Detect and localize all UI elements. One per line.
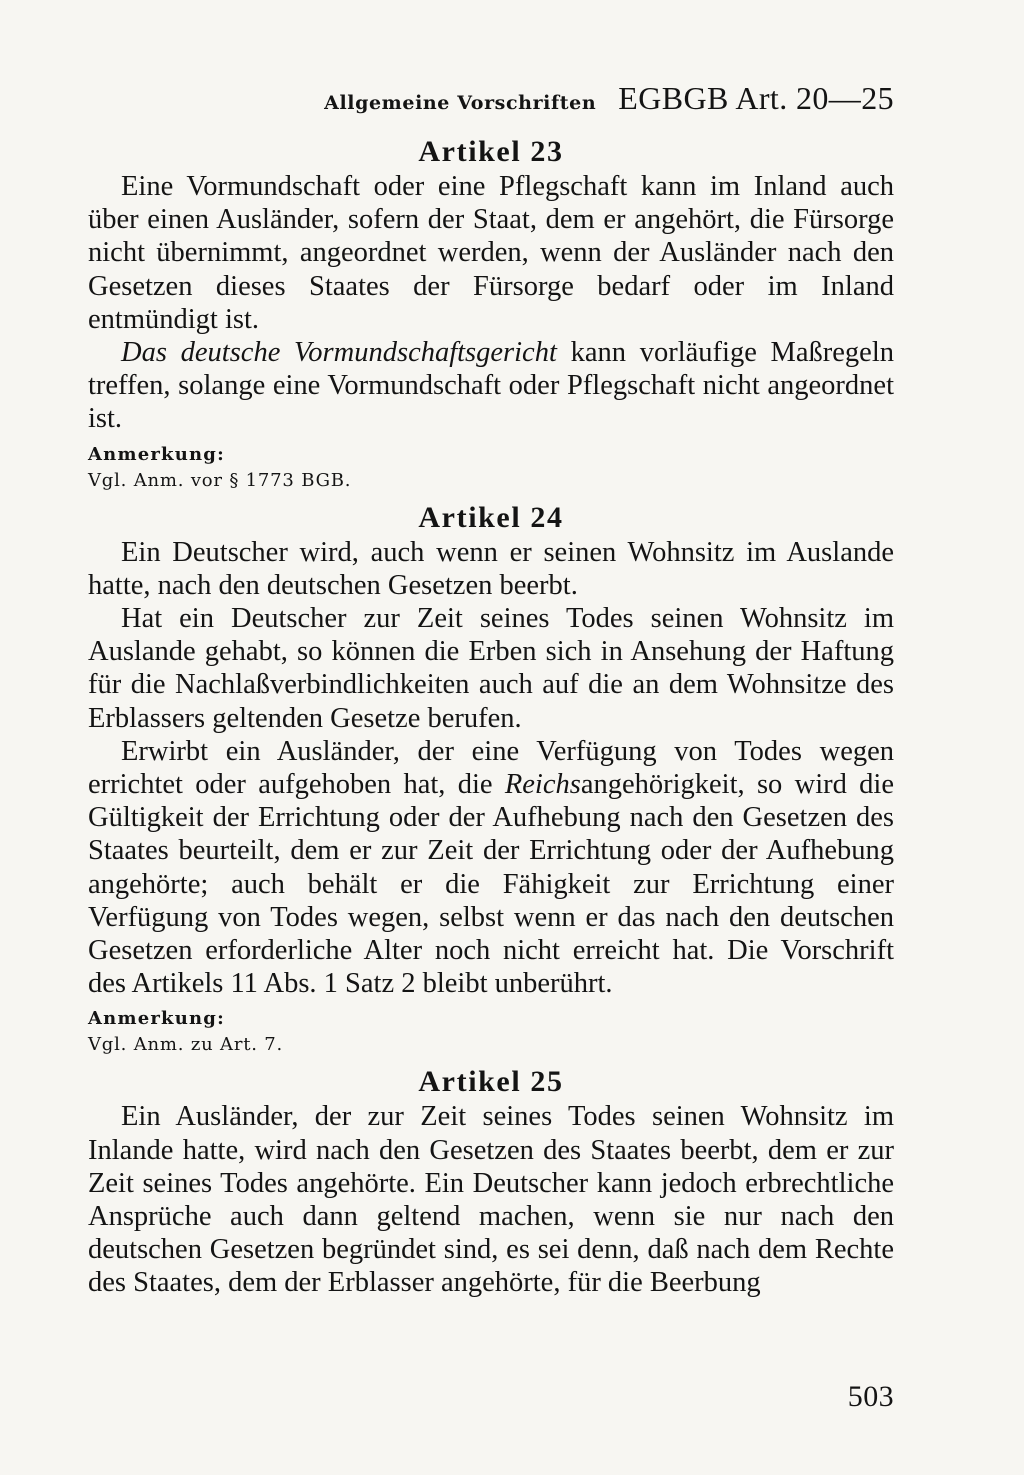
article-24-paragraph-3-start: Erwirbt ein Ausländer, der eine Verfügung von Todes wegen errichtet oder aufgehoben hat, die	[88, 735, 894, 801]
article-23-note-text: Vgl. Anm. vor § 1773 BGB.	[88, 469, 352, 491]
header-article-range: EGBGB Art. 20—25	[618, 80, 894, 116]
article-25	[88, 1064, 894, 1299]
article-23-paragraph-2	[88, 336, 894, 436]
article-24-note-text: Vgl. Anm. zu Art. 7.	[88, 1034, 284, 1056]
article-23-title: Artikel 23	[418, 135, 564, 168]
article-24	[88, 500, 894, 1059]
page-number: 503	[847, 1380, 894, 1413]
article-24-italic-word: Reichs	[504, 769, 581, 801]
article-23-paragraph-2-text: kann vorläufige Maßregeln treffen, solange eine Vormundschaft oder Pflegschaft nicht angeordnet ist.	[88, 337, 895, 435]
article-24-paragraph-2: Hat ein Deutscher zur Zeit seines Todes seinen Wohnsitz im Auslande gehabt, so können die Erben sich in Ansehung der Haftung für die Nachlaßverbindlichkeiten auch auf die an dem Wohnsitze des Erblassers geltenden Gesetze berufen.	[88, 603, 894, 734]
article-24-title: Artikel 24	[418, 500, 564, 534]
running-header	[88, 80, 894, 132]
article-25-title: Artikel 25	[418, 1065, 564, 1099]
article-23-paragraph-1: Eine Vormundschaft oder eine Pflegschaft kann im Inland auch über einen Ausländer, sofern der Staat, dem er angehört, die Fürsorge nicht übernimmt, angeordnet werden, wenn der Ausländer nach den Gesetzen dieses Staates der Fürsorge bedarf oder im Inland entmündigt ist.	[88, 171, 894, 335]
article-24-paragraph-3-end: angehörigkeit, so wird die Gültigkeit der Errichtung oder der Aufhebung nach den Gesetzen des Staates beurteilt, dem er zur Zeit der Errichtung oder der Aufhebung angehörte; auch behält er die Fähigkeit zur Errichtung einer Verfügung von Todes wegen, selbst wenn er das nach den deutschen Gesetzen erforderliche Alter noch nicht erreicht hat. Die Vorschrift des Artikels 11 Abs. 1 Satz 2 bleibt unberührt.	[88, 769, 894, 1000]
article-23-note-label: Anmerkung:	[88, 443, 225, 465]
article-24-paragraph-3	[88, 735, 894, 1001]
header-section-title: Allgemeine Vorschriften	[324, 92, 597, 114]
article-24-note-label: Anmerkung:	[88, 1008, 225, 1030]
document-page	[88, 80, 894, 1300]
article-23	[88, 134, 894, 494]
article-23-italic-phrase: Das deutsche Vormundschaftsgericht	[121, 337, 557, 369]
article-25-paragraph-1: Ein Ausländer, der zur Zeit seines Todes seinen Wohnsitz im Inlande hatte, wird nach den Gesetzen des Staates beerbt, dem er zur Zeit seines Todes angehörte. Ein Deutscher kann jedoch erbrechtliche Ansprüche auch dann geltend machen, wenn sie nur nach den deutschen Gesetzen begründet sind, es sei denn, daß nach dem Rechte des Staates, dem der Erblasser angehörte, für die Beerbung	[88, 1101, 894, 1299]
article-24-paragraph-1: Ein Deutscher wird, auch wenn er seinen Wohnsitz im Auslande hatte, nach den deutschen Gesetzen beerbt.	[88, 536, 894, 601]
